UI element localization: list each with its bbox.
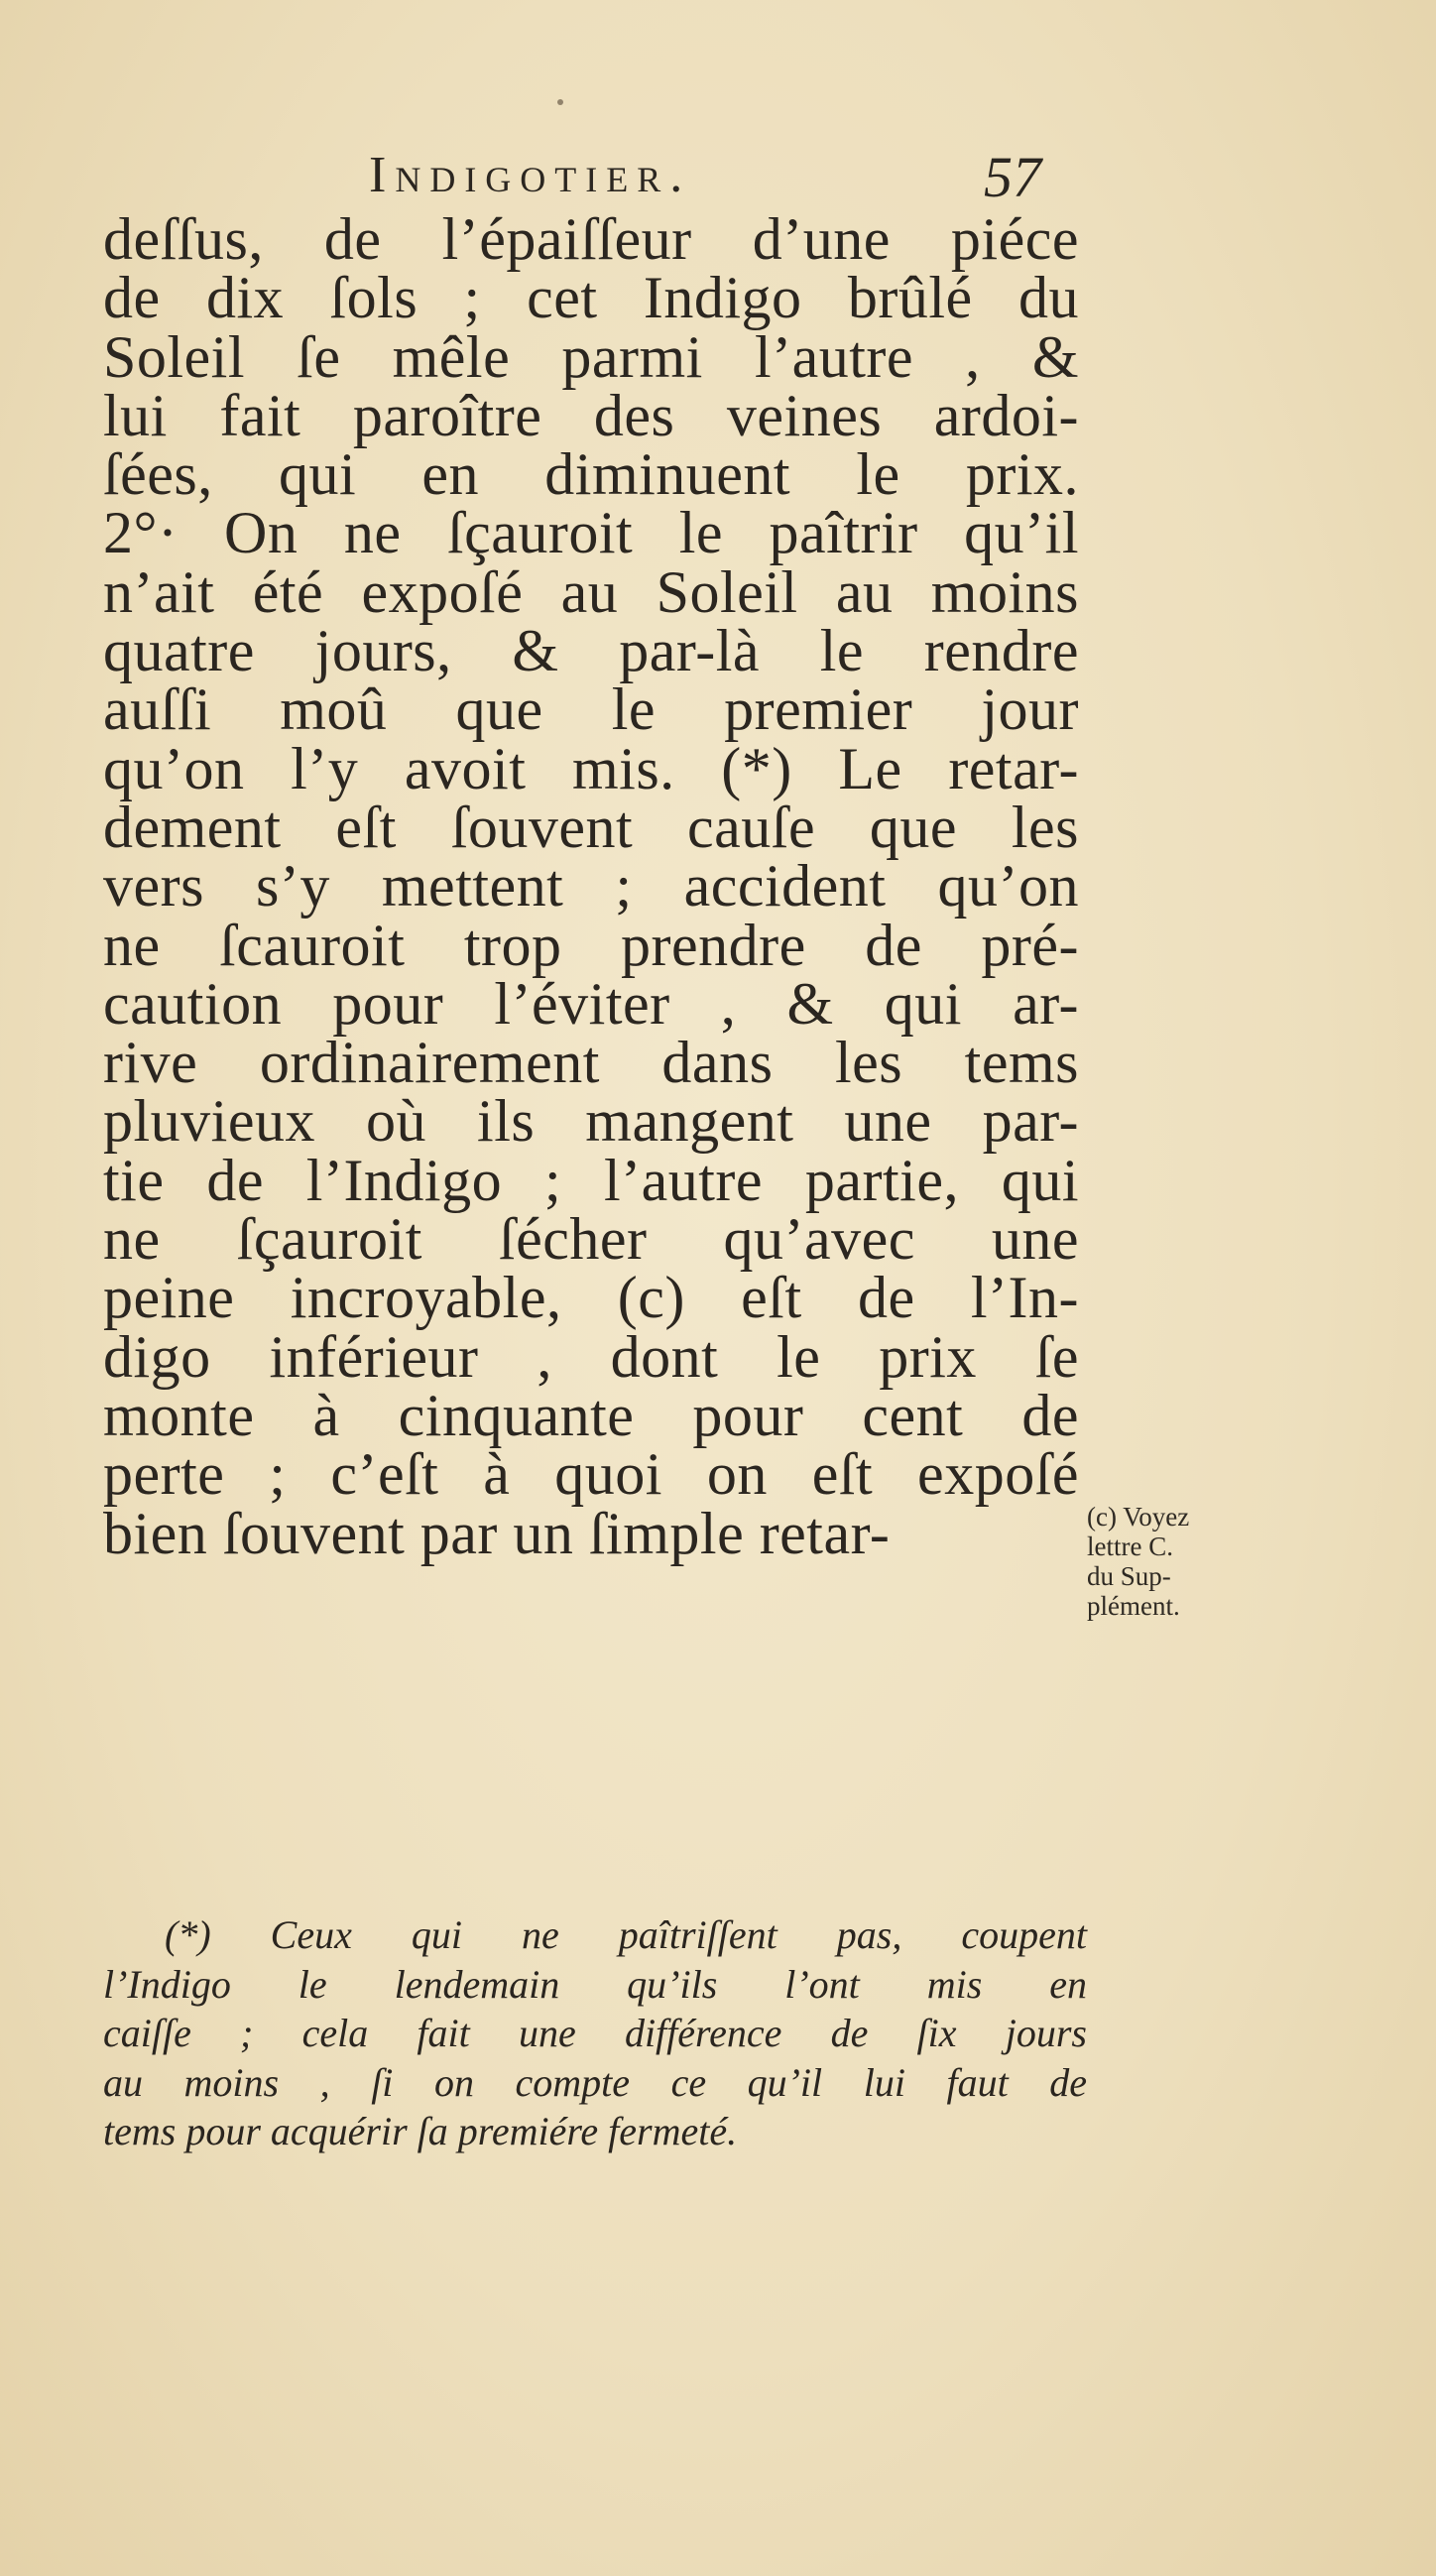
body-line: quatre jours, & par-là le rendre [103, 618, 1079, 684]
footnote-line: (*) Ceux qui ne paîtriſſent pas, coupent [165, 1912, 1087, 1957]
body-text [103, 206, 1079, 1566]
body-line: qu’on l’y avoit mis. (*) Le retar- [103, 735, 1079, 801]
margin-note-line: (c) Voyez [1087, 1502, 1190, 1532]
body-line: ne ſcauroit trop prendre de pré- [103, 912, 1079, 978]
body-line: pluvieux où ils mangent une par- [103, 1088, 1079, 1155]
body-line: monte à cinquante pour cent de [103, 1382, 1079, 1448]
footnote-line: au moins , ſi on compte ce qu’il lui faut de [103, 2059, 1087, 2105]
running-title: Indigotier. [369, 147, 692, 203]
body-line: caution pour l’éviter , & qui ar- [103, 970, 1079, 1037]
body-line: perte ; c’eſt à quoi on eſt expoſé [103, 1441, 1079, 1508]
body-line: dement eſt ſouvent cauſe que les [103, 794, 1079, 860]
printer-mark [557, 99, 563, 105]
body-line: n’ait été expoſé au Soleil au moins [103, 558, 1079, 625]
body-line: rive ordinairement dans les tems [103, 1030, 1079, 1096]
body-line: tie de l’Indigo ; l’autre partie, qui [103, 1147, 1079, 1213]
footnote-line: tems pour acquérir ſa premiére fermeté. [103, 2109, 738, 2153]
body-line: de dix ſols ; cet Indigo brûlé du [103, 265, 1079, 331]
body-line: peine incroyable, (c) eſt de l’In- [103, 1265, 1079, 1331]
body-line: vers s’y mettent ; accident qu’on [103, 853, 1079, 920]
body-line: 2°· On ne ſçauroit le paîtrir qu’il [103, 500, 1079, 566]
margin-note-line: du Sup- [1087, 1561, 1171, 1591]
body-line: ne ſçauroit ſécher qu’avec une [103, 1206, 1079, 1273]
body-line: lui fait paroître des veines ardoi- [103, 382, 1079, 448]
body-line: digo inférieur , dont le prix ſe [103, 1323, 1079, 1390]
margin-note [1087, 1502, 1256, 1621]
running-head [369, 141, 1063, 210]
footnote-line: l’Indigo le lendemain qu’ils l’ont mis en [103, 1961, 1087, 2007]
body-line: Soleil ſe mêle parmi l’autre , & [103, 323, 1079, 390]
body-line: deſſus, de l’épaiſſeur d’une piéce [103, 206, 1079, 272]
body-line: ſées, qui en diminuent le prix. [103, 441, 1079, 508]
footnote-line: caiſſe ; cela fait une différence de ſix jours [103, 2011, 1087, 2055]
margin-note-line: lettre C. [1087, 1532, 1173, 1561]
footnote [103, 1910, 1087, 2156]
body-line: bien ſouvent par un ſimple retar- [103, 1500, 891, 1566]
page-number: 57 [984, 145, 1041, 209]
body-line: auſſi moû que le premier jour [103, 676, 1079, 743]
margin-note-line: plément. [1087, 1591, 1180, 1621]
